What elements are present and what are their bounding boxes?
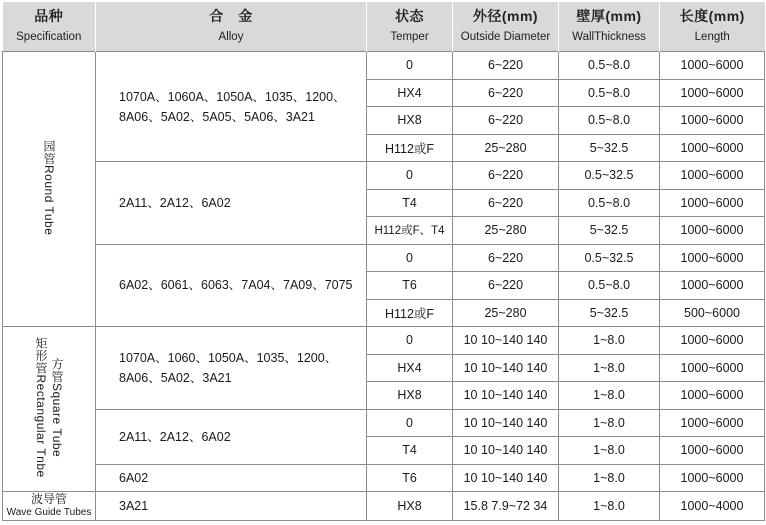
length-cell: 1000~6000 xyxy=(660,382,765,410)
wt-cell: 1~8.0 xyxy=(559,409,660,437)
temper-cell: 0 xyxy=(367,409,453,437)
wt-cell: 0.5~8.0 xyxy=(559,107,660,135)
category-square-rect-tube xyxy=(3,327,96,492)
od-cell: 6~220 xyxy=(453,244,559,272)
length-cell: 1000~6000 xyxy=(660,437,765,465)
wt-cell: 0.5~32.5 xyxy=(559,244,660,272)
od-cell: 10 10~140 140 xyxy=(453,354,559,382)
temper-cell: 0 xyxy=(367,244,453,272)
temper-cell: T4 xyxy=(367,189,453,217)
header-length: 长度(mm) Length xyxy=(660,2,765,52)
table-row xyxy=(3,409,765,437)
temper-cell: 0 xyxy=(367,327,453,355)
od-cell: 10 10~140 140 xyxy=(453,382,559,410)
od-cell: 10 10~140 140 xyxy=(453,437,559,465)
round-tube-label: 园管Round Tube xyxy=(42,139,56,236)
od-cell: 25~280 xyxy=(453,134,559,162)
od-cell: 10 10~140 140 xyxy=(453,327,559,355)
length-cell: 1000~6000 xyxy=(660,354,765,382)
wt-cell: 0.5~8.0 xyxy=(559,189,660,217)
category-wave-guide xyxy=(3,492,96,521)
od-cell: 10 10~140 140 xyxy=(453,409,559,437)
temper-cell: HX8 xyxy=(367,492,453,521)
wt-cell: 0.5~32.5 xyxy=(559,162,660,190)
temper-cell: H112或F xyxy=(367,134,453,162)
wt-cell: 5~32.5 xyxy=(559,299,660,327)
temper-cell: 0 xyxy=(367,52,453,80)
length-cell: 1000~6000 xyxy=(660,52,765,80)
header-row xyxy=(3,2,765,52)
od-cell: 6~220 xyxy=(453,79,559,107)
temper-cell: HX4 xyxy=(367,79,453,107)
wt-cell: 5~32.5 xyxy=(559,217,660,245)
od-cell: 25~280 xyxy=(453,217,559,245)
od-cell: 6~220 xyxy=(453,272,559,300)
spec-table xyxy=(2,2,765,521)
alloy-cell: 2A11、2A12、6A02 xyxy=(96,409,367,464)
length-cell: 1000~6000 xyxy=(660,189,765,217)
alloy-cell: 1070A、1060、1050A、1035、1200、8A06、5A02、3A21 xyxy=(96,327,367,410)
header-outside-diameter: 外径(mm) Outside Diameter xyxy=(453,2,559,52)
length-cell: 1000~4000 xyxy=(660,492,765,521)
length-cell: 1000~6000 xyxy=(660,134,765,162)
length-cell: 500~6000 xyxy=(660,299,765,327)
wt-cell: 0.5~8.0 xyxy=(559,52,660,80)
length-cell: 1000~6000 xyxy=(660,217,765,245)
header-wall-thickness: 壁厚(mm) WallThickness xyxy=(559,2,660,52)
temper-cell: HX8 xyxy=(367,107,453,135)
od-cell: 6~220 xyxy=(453,162,559,190)
temper-cell: T4 xyxy=(367,437,453,465)
alloy-cell: 1070A、1060A、1050A、1035、1200、8A06、5A02、5A05、5A06、3A21 xyxy=(96,52,367,162)
header-temper: 状态 Temper xyxy=(367,2,453,52)
wave-guide-zh: 波导管 xyxy=(30,492,67,506)
header-specification: 品种 Specification xyxy=(3,2,96,52)
temper-cell: T6 xyxy=(367,272,453,300)
wt-cell: 1~8.0 xyxy=(559,492,660,521)
table-row xyxy=(3,244,765,272)
table-row xyxy=(3,327,765,355)
header-alloy: 合 金 Alloy xyxy=(96,2,367,52)
temper-cell: 0 xyxy=(367,162,453,190)
od-cell: 25~280 xyxy=(453,299,559,327)
length-cell: 1000~6000 xyxy=(660,327,765,355)
temper-cell: H112或F、T4 xyxy=(367,217,453,245)
od-cell: 10 10~140 140 xyxy=(453,464,559,492)
alloy-cell: 6A02、6061、6063、7A04、7A09、7075 xyxy=(96,244,367,327)
od-cell: 15.8 7.9~72 34 xyxy=(453,492,559,521)
wt-cell: 0.5~8.0 xyxy=(559,79,660,107)
alloy-cell: 6A02 xyxy=(96,464,367,492)
table-row xyxy=(3,492,765,521)
length-cell: 1000~6000 xyxy=(660,409,765,437)
table-row xyxy=(3,52,765,80)
square-tube-label: 方管Square Tube xyxy=(50,357,64,458)
table-row xyxy=(3,162,765,190)
length-cell: 1000~6000 xyxy=(660,464,765,492)
wt-cell: 1~8.0 xyxy=(559,464,660,492)
od-cell: 6~220 xyxy=(453,107,559,135)
rect-tube-label: 矩形管Rectangular Tnbe xyxy=(34,337,48,478)
length-cell: 1000~6000 xyxy=(660,162,765,190)
length-cell: 1000~6000 xyxy=(660,272,765,300)
alloy-cell: 3A21 xyxy=(96,492,367,521)
wt-cell: 1~8.0 xyxy=(559,327,660,355)
length-cell: 1000~6000 xyxy=(660,107,765,135)
temper-cell: T6 xyxy=(367,464,453,492)
temper-cell: HX4 xyxy=(367,354,453,382)
wave-guide-en: Wave Guide Tubes xyxy=(6,507,92,518)
wt-cell: 1~8.0 xyxy=(559,354,660,382)
wt-cell: 1~8.0 xyxy=(559,382,660,410)
table-row xyxy=(3,464,765,492)
alloy-cell: 2A11、2A12、6A02 xyxy=(96,162,367,245)
wt-cell: 0.5~8.0 xyxy=(559,272,660,300)
wt-cell: 5~32.5 xyxy=(559,134,660,162)
od-cell: 6~220 xyxy=(453,52,559,80)
wt-cell: 1~8.0 xyxy=(559,437,660,465)
category-round-tube xyxy=(3,52,96,327)
square-rect-tube-label xyxy=(34,337,64,478)
temper-cell: HX8 xyxy=(367,382,453,410)
temper-cell: H112或F xyxy=(367,299,453,327)
length-cell: 1000~6000 xyxy=(660,79,765,107)
length-cell: 1000~6000 xyxy=(660,244,765,272)
od-cell: 6~220 xyxy=(453,189,559,217)
